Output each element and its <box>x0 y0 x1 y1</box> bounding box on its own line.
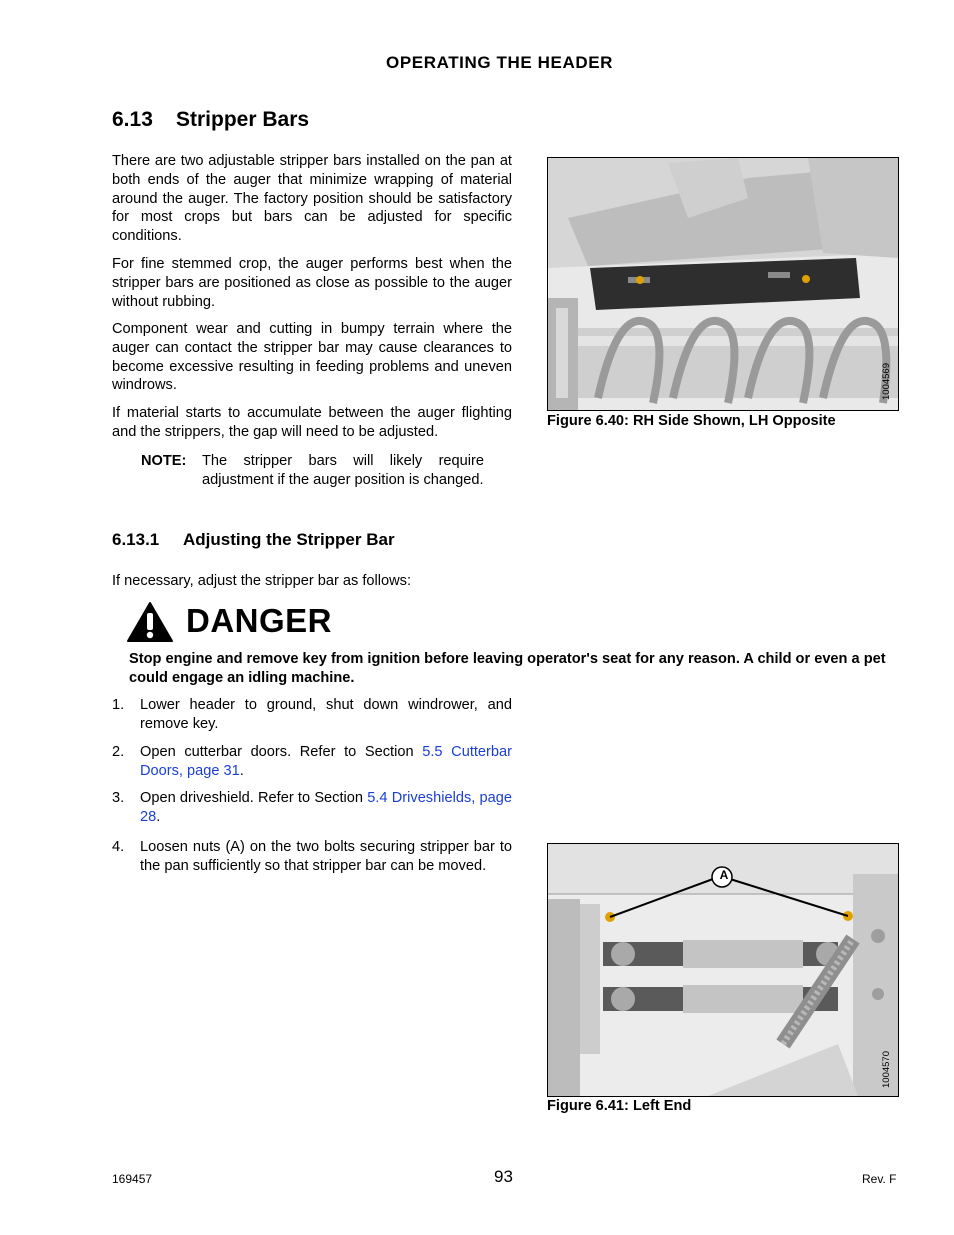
section-number: 6.13 <box>112 108 153 131</box>
auger-illustration <box>548 158 898 410</box>
step-number: 1. <box>112 697 125 713</box>
list-item <box>112 743 512 781</box>
step-text: Open cutterbar doors. Refer to Section <box>140 744 423 760</box>
step-text-end: . <box>239 762 244 779</box>
paragraph: For fine stemmed crop, the auger performs best when the stripper bars are positioned as close as possible to the auger without rubbing. <box>112 256 512 310</box>
subsection-number: 6.13.1 <box>112 530 160 549</box>
cross-reference-link[interactable]: 5.5 Cutterbar Doors, page 31 <box>140 744 512 779</box>
step-text: Lower header to ground, shut down windrower, and remove key. <box>140 697 512 732</box>
paragraph: Component wear and cutting in bumpy terrain where the auger can contact the stripper bar may cause clearances to become excessive resulting in feeding problems and uneven windrows. <box>112 321 512 394</box>
document-number: 169457 <box>112 1172 153 1186</box>
intro-text: If necessary, adjust the stripper bar as follows: <box>112 573 412 589</box>
figure-auger-stripper-bars <box>547 157 899 411</box>
figure-caption: Figure 6.40: RH Side Shown, LH Opposite <box>547 413 836 429</box>
figure-id: 1004569 <box>881 363 892 400</box>
danger-message: Stop engine and remove key from ignition before leaving operator's seat for any reason. A child or even a pet could engage an idling machine. <box>129 651 886 686</box>
note-text: The stripper bars will likely require adjustment if the auger position is changed. <box>202 453 484 488</box>
note-label: NOTE: <box>141 453 187 469</box>
step-number: 2. <box>112 744 125 760</box>
step-number: 4. <box>112 839 125 855</box>
subsection-heading <box>112 530 395 550</box>
cross-reference-link[interactable]: 5.4 Driveshields, page 28 <box>140 790 512 825</box>
paragraph: If material starts to accumulate between the auger flighting and the strippers, the gap will need to be adjusted. <box>112 405 512 440</box>
list-item <box>112 789 512 827</box>
note <box>141 452 484 490</box>
step-number: 3. <box>112 790 125 806</box>
page-number: 93 <box>494 1167 513 1186</box>
section-heading <box>112 108 309 132</box>
revision: Rev. F <box>862 1172 897 1186</box>
step-text: Open driveshield. Refer to Section <box>140 790 368 806</box>
step-text-end: . <box>156 808 161 825</box>
figure-caption: Figure 6.41: Left End <box>547 1098 692 1114</box>
running-header: OPERATING THE HEADER <box>386 53 614 72</box>
subsection-title: Adjusting the Stripper Bar <box>183 530 395 549</box>
warning-triangle-icon <box>126 601 174 643</box>
list-item <box>112 838 512 876</box>
paragraph: There are two adjustable stripper bars installed on the pan at both ends of the auger that minimize wrapping of material around the auger. The factory position should be satisfactory for most crops but bars can be adjusted for specific conditions. <box>112 153 512 245</box>
section-title: Stripper Bars <box>176 108 310 131</box>
figure-id: 1004570 <box>881 1051 892 1088</box>
step-text: Loosen nuts (A) on the two bolts securing stripper bar to the pan sufficiently so that stripper bar can be moved. <box>140 839 512 874</box>
list-item <box>112 696 512 734</box>
danger-signal-word: DANGER <box>186 602 333 639</box>
callout-label: A <box>719 868 729 882</box>
